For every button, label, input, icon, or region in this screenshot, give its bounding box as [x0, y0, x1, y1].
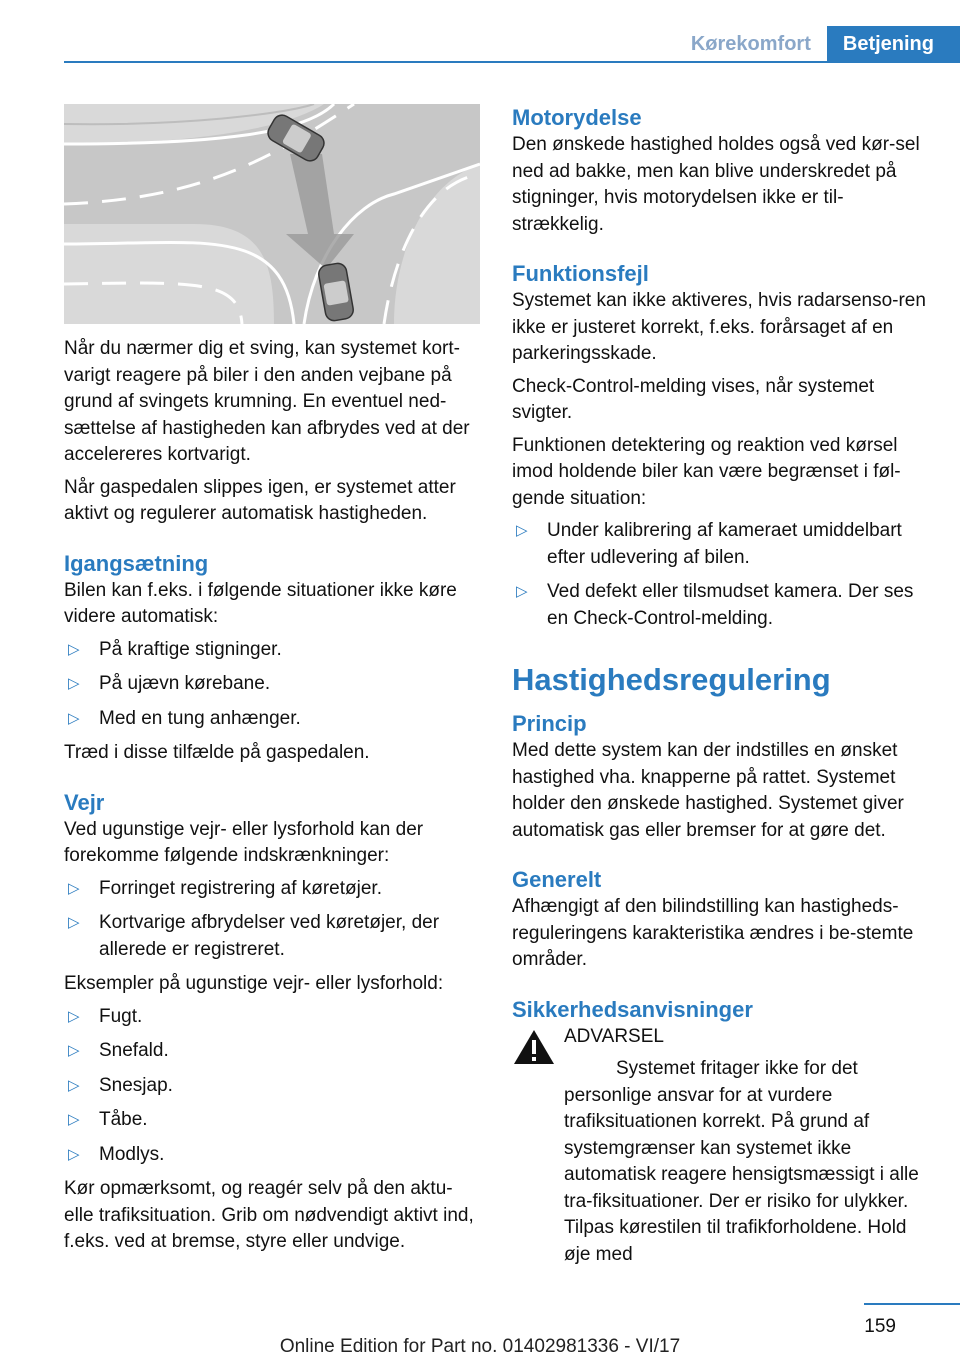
list-item: ▷ Under kalibrering af kameraet umiddelbart efter udlevering af bilen.: [516, 520, 902, 568]
triangle-bullet-icon: ▷: [68, 914, 80, 931]
triangle-bullet-icon: ▷: [68, 1007, 80, 1025]
vejr-text-2: Eksempler på ugunstige vejr- eller lysforhold:: [64, 973, 444, 994]
header-tabs: [677, 26, 960, 62]
motorydelse-text: Den ønskede hastighed holdes også ved kør-sel ned ad bakke, men kan blive underskredet på stigninger, hvis motorydelsen ikke er til-strækkelig.: [512, 134, 920, 235]
vejr-list: [64, 876, 480, 964]
list-item: ▷ Med en tung anhænger.: [64, 706, 480, 733]
igangsaetning-text: Bilen kan f.eks. i følgende situationer ikke køre videre automatisk:: [64, 579, 457, 627]
triangle-bullet-icon: ▷: [516, 583, 528, 600]
page-number-divider: [864, 1303, 960, 1305]
igangsaetning-after: Træd i disse tilfælde på gaspedalen.: [64, 742, 370, 763]
warning-block: [512, 1024, 928, 1269]
curve-illustration: [64, 104, 480, 324]
vejr-examples-list: [64, 1004, 480, 1169]
motorydelse-heading: Motorydelse: [512, 105, 642, 130]
tab-section[interactable]: Kørekomfort: [690, 33, 811, 55]
hastighedsregulering-heading: Hastighedsregulering: [512, 662, 831, 697]
edition-footer: Online Edition for Part no. 01402981336 - VI/17: [279, 1336, 681, 1357]
list-item: ▷ Snesjap.: [64, 1073, 480, 1100]
list-item: ▷ På kraftige stigninger.: [64, 637, 480, 664]
sikkerhed-heading: Sikkerhedsanvisninger: [512, 996, 753, 1022]
igangsaetning-list: [64, 637, 480, 733]
intro-paragraph-2: Når gaspedalen slippes igen, er systemet atter aktivt og regulerer automatisk hastigheden.: [64, 476, 456, 524]
vejr-heading: Vejr: [64, 789, 105, 815]
list-item: ▷ Modlys.: [64, 1142, 480, 1169]
funktionsfejl-list: [512, 518, 928, 632]
funktionsfejl-p2: Check-Control-melding vises, når systemet svigter.: [512, 375, 875, 423]
triangle-bullet-icon: ▷: [68, 640, 80, 658]
warning-text: Systemet fritager ikke for det personlige ansvar for at vurdere trafiksituationen korrekt. På grund af systemgrænser kan systemet ikke automatisk reagere hensigtsmæssigt i alle tra-fiksituationer. Der er risiko for ulykker. Tilpas kørestilen til trafikforholdene. Hold øje med: [564, 1058, 919, 1265]
warning-title: ADVARSEL: [564, 1025, 664, 1047]
header-divider: [64, 61, 960, 63]
funktionsfejl-heading: Funktionsfejl: [512, 261, 649, 286]
triangle-bullet-icon: ▷: [68, 1076, 80, 1094]
triangle-bullet-icon: ▷: [68, 879, 80, 897]
igangsaetning-heading: Igangsætning: [64, 550, 209, 576]
page-number: 159: [864, 1316, 896, 1337]
triangle-bullet-icon: ▷: [516, 522, 528, 539]
list-item: ▷ På ujævn kørebane.: [64, 671, 480, 698]
funktionsfejl-p1: Systemet kan ikke aktiveres, hvis radarsenso-ren ikke er justeret korrekt, f.eks. forårsaget af en parkeringsskade.: [512, 290, 926, 364]
list-item: ▷ Ved defekt eller tilsmudset kamera. Der ses en Check-Control-melding.: [516, 581, 914, 629]
tab-chapter[interactable]: Betjening: [827, 26, 960, 62]
list-item: ▷ Snefald.: [64, 1038, 480, 1065]
list-item: ▷ Kortvarige afbrydelser ved køretøjer, der allerede er registreret.: [68, 912, 440, 960]
list-item: ▷ Tåbe.: [64, 1107, 480, 1134]
triangle-bullet-icon: ▷: [68, 709, 80, 727]
triangle-bullet-icon: ▷: [68, 675, 80, 692]
intro-paragraph-1: Når du nærmer dig et sving, kan systemet kort-varigt reagere på biler i den anden vejbane på grund af svingets krumning. En eventuel ned-sættelse af hastigheden kan afbrydes ved at der accelereres kortvarigt.: [64, 338, 470, 465]
princip-text: Med dette system kan der indstilles en ønsket hastighed vha. knapperne på rattet. Systemet holder den ønskede hastighed. Systemet giver automatisk gas eller bremser for at gøre det.: [512, 740, 904, 841]
princip-heading: Princip: [512, 711, 587, 736]
funktionsfejl-p3: Funktionen detektering og reaktion ved kørsel imod holdende biler kan være begrænset i føl-gende situation:: [512, 434, 901, 509]
left-column: [64, 104, 480, 1262]
triangle-bullet-icon: ▷: [68, 1042, 80, 1059]
list-item: ▷ Forringet registrering af køretøjer.: [64, 876, 480, 903]
generelt-heading: Generelt: [512, 867, 602, 892]
vejr-after: Kør opmærksomt, og reagér selv på den aktu-elle trafiksituation. Grib om nødvendigt aktivt ind, f.eks. ved at bremse, styre eller undvige.: [64, 1178, 474, 1252]
triangle-bullet-icon: ▷: [68, 1145, 80, 1163]
right-column: [512, 104, 928, 1274]
warning-triangle-icon: [512, 1028, 556, 1066]
generelt-text: Afhængigt af den bilindstilling kan hastigheds-reguleringens karakteristika ændres i be-stemte områder.: [512, 896, 914, 970]
vejr-text: Ved ugunstige vejr- eller lysforhold kan der forekomme følgende indskrænkninger:: [64, 818, 424, 866]
triangle-bullet-icon: ▷: [68, 1111, 80, 1128]
list-item: ▷ Fugt.: [64, 1004, 480, 1031]
